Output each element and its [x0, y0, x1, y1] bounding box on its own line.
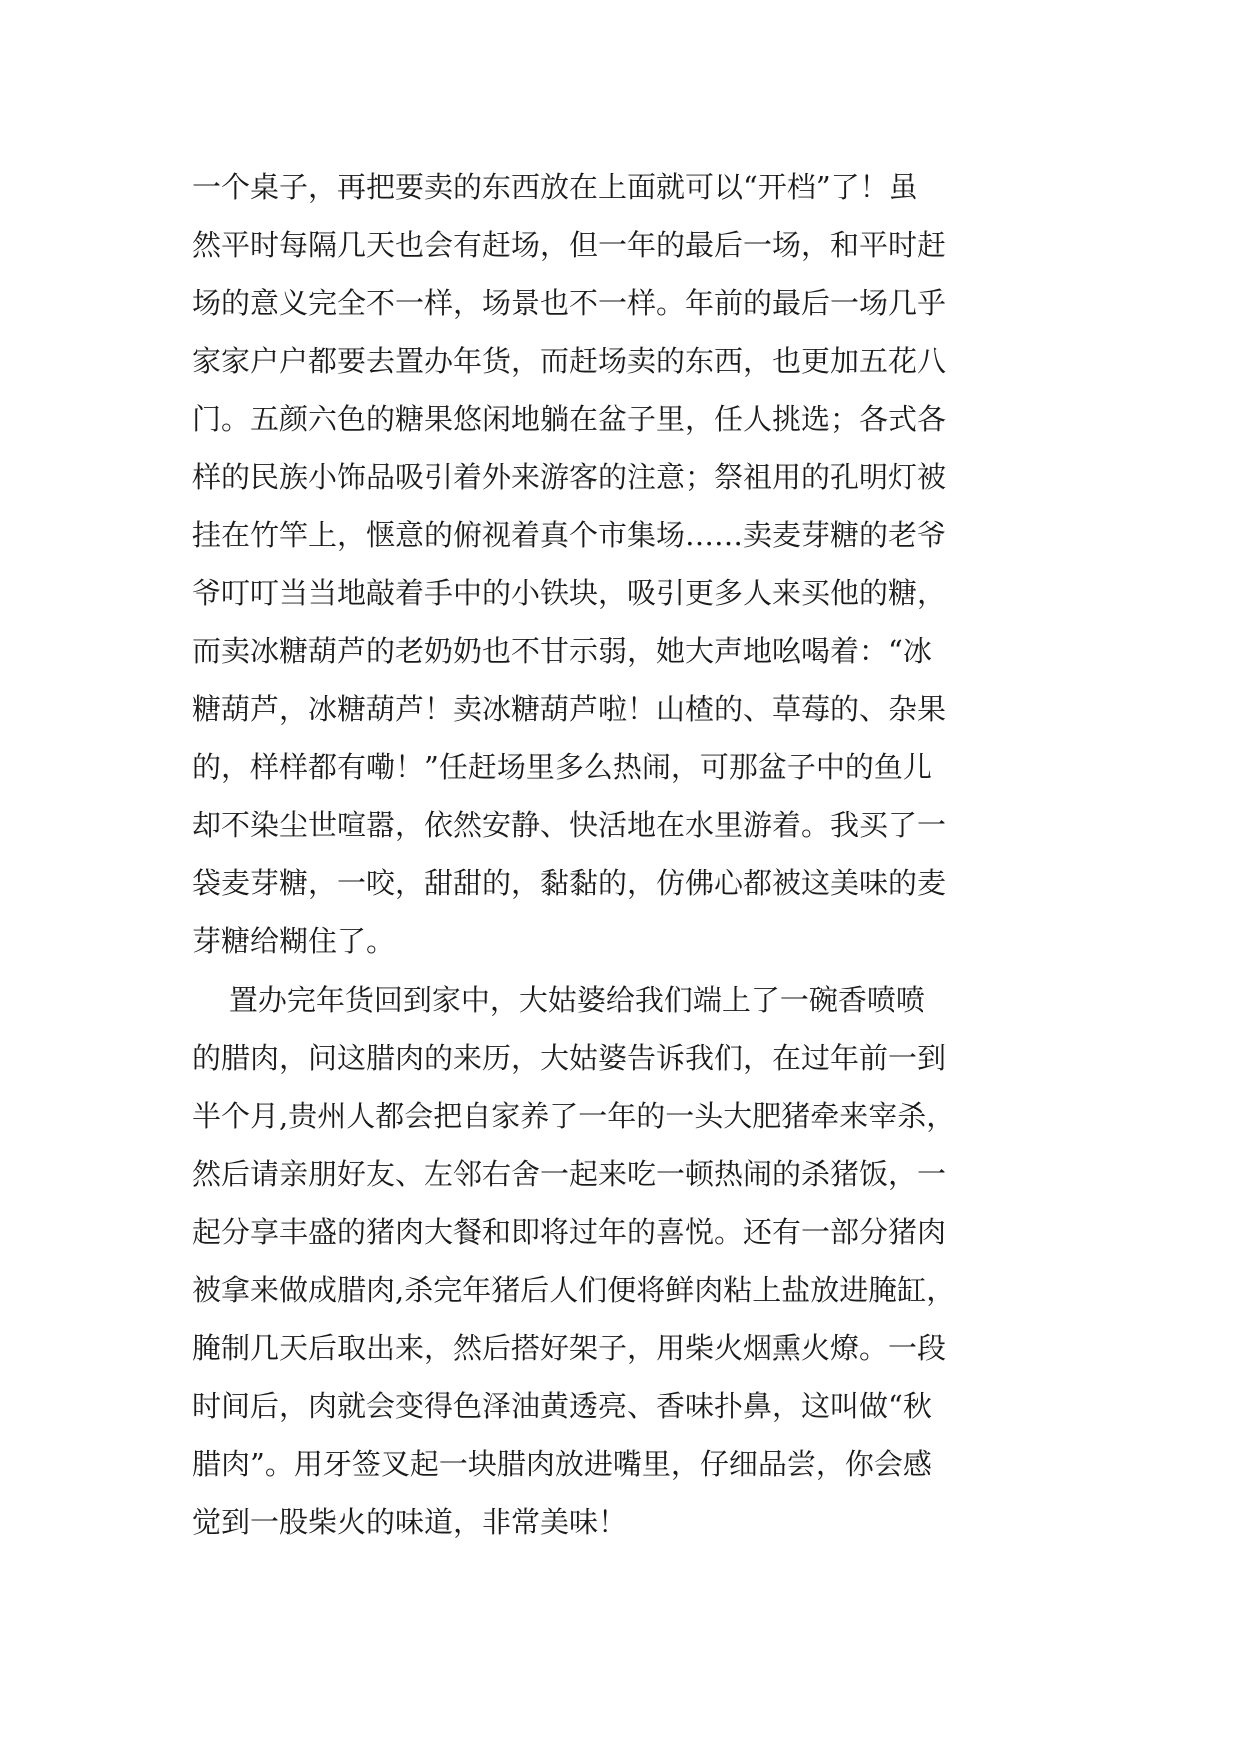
text-line: 而卖冰糖葫芦的老奶奶也不甘示弱，她大声地吆喝着：“冰 — [192, 634, 932, 668]
text-line: 腊肉”。用牙签叉起一块腊肉放进嘴里，仔细品尝，你会感 — [192, 1447, 932, 1481]
paragraph-cured-meat — [192, 971, 1072, 1551]
text-line: 却不染尘世喧嚣，依然安静、快活地在水里游着。我买了一 — [192, 808, 947, 842]
text-line: 家家户户都要去置办年货，而赶场卖的东西，也更加五花八 — [192, 344, 947, 378]
text-line: 起分享丰盛的猪肉大餐和即将过年的喜悦。还有一部分猪肉 — [192, 1215, 947, 1249]
text-line: 腌制几天后取出来，然后搭好架子，用柴火烟熏火燎。一段 — [192, 1331, 947, 1365]
text-line: 置办完年货回到家中，大姑婆给我们端上了一碗香喷喷 — [192, 983, 925, 1017]
text-line: 的腊肉，问这腊肉的来历，大姑婆告诉我们，在过年前一到 — [192, 1041, 947, 1075]
text-line: 挂在竹竿上，惬意的俯视着真个市集场……卖麦芽糖的老爷 — [192, 518, 947, 552]
text-line: 时间后，肉就会变得色泽油黄透亮、香味扑鼻，这叫做“秋 — [192, 1389, 932, 1423]
text-line: 爷叮叮当当地敲着手中的小铁块，吸引更多人来买他的糖， — [192, 576, 947, 610]
text-line: 芽糖给糊住了。 — [192, 924, 396, 958]
text-line: 觉到一股柴火的味道，非常美味！ — [192, 1505, 628, 1539]
text-line: 半个月,贵州人都会把自家养了一年的一头大肥猪牵来宰杀， — [192, 1099, 956, 1133]
text-line: 门。五颜六色的糖果悠闲地躺在盆子里，任人挑选；各式各 — [192, 402, 947, 436]
text-line: 一个桌子，再把要卖的东西放在上面就可以“开档”了！虽 — [192, 170, 918, 204]
text-line: 被拿来做成腊肉,杀完年猪后人们便将鲜肉粘上盐放进腌缸， — [192, 1273, 956, 1307]
text-line: 样的民族小饰品吸引着外来游客的注意；祭祖用的孔明灯被 — [192, 460, 947, 494]
text-line: 袋麦芽糖，一咬，甜甜的，黏黏的，仿佛心都被这美味的麦 — [192, 866, 947, 900]
text-line: 糖葫芦，冰糖葫芦！卖冰糖葫芦啦！山楂的、草莓的、杂果 — [192, 692, 947, 726]
text-line: 然平时每隔几天也会有赶场，但一年的最后一场，和平时赶 — [192, 228, 947, 262]
text-line: 的，样样都有嘞！”任赶场里多么热闹，可那盆子中的鱼儿 — [192, 750, 932, 784]
text-line: 然后请亲朋好友、左邻右舍一起来吃一顿热闹的杀猪饭，一 — [192, 1157, 947, 1191]
text-line: 场的意义完全不一样，场景也不一样。年前的最后一场几乎 — [192, 286, 947, 320]
paragraph-market — [192, 158, 1072, 970]
